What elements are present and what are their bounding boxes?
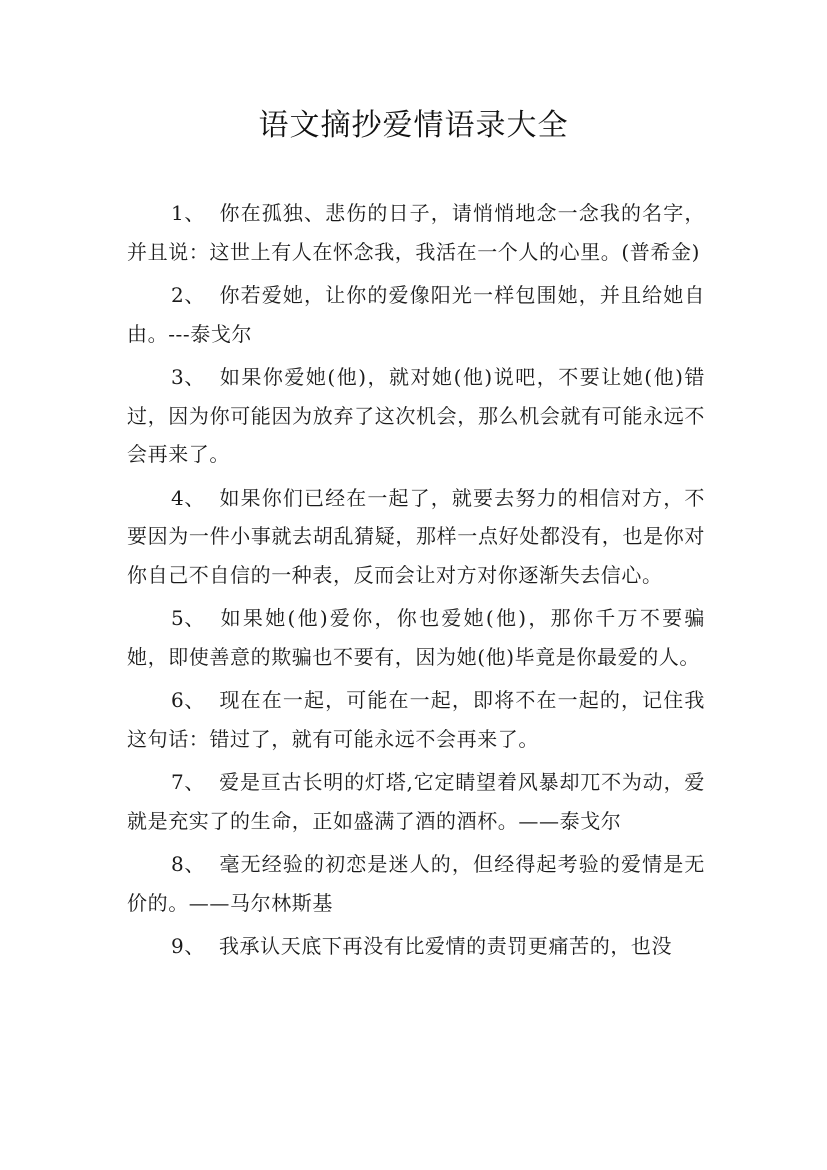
quote-number: 8、	[171, 852, 205, 876]
quote-text: 如果她(他)爱你，你也爱她(他)，那你千万不要骗她，即使善意的欺骗也不要有，因为她(他)毕竟是你最爱的人。	[127, 606, 705, 669]
quote-item	[127, 358, 705, 474]
quote-text: 爱是亘古长明的灯塔,它定睛望着风暴却兀不为动，爱就是充实了的生命，正如盛满了酒的酒杯。——泰戈尔	[127, 770, 705, 833]
quote-item	[127, 763, 705, 840]
page-title: 语文摘抄爱情语录大全	[258, 108, 569, 143]
quote-list	[127, 194, 705, 971]
quote-item	[127, 681, 705, 758]
quote-number: 6、	[171, 688, 205, 712]
quote-number: 1、	[171, 201, 205, 225]
quote-number: 3、	[171, 365, 205, 389]
quote-text: 如果你爱她(他)，就对她(他)说吧，不要让她(他)错过，因为你可能因为放弃了这次机会，那么机会就有可能永远不会再来了。	[127, 365, 705, 466]
quote-text: 我承认天底下再没有比爱情的责罚更痛苦的，也没	[218, 934, 673, 958]
quote-text: 你若爱她，让你的爱像阳光一样包围她，并且给她自由。---泰戈尔	[127, 283, 705, 346]
quote-item	[127, 276, 705, 353]
quote-number: 7、	[171, 770, 205, 794]
quote-item	[127, 479, 705, 595]
quote-item	[127, 927, 705, 966]
quote-text: 你在孤独、悲伤的日子，请悄悄地念一念我的名字，并且说：这世上有人在怀念我，我活在一个人的心里。(普希金)	[127, 201, 705, 264]
quote-number: 9、	[171, 934, 205, 958]
quote-text: 毫无经验的初恋是迷人的，但经得起考验的爱情是无价的。——马尔林斯基	[127, 852, 705, 915]
quote-text: 如果你们已经在一起了，就要去努力的相信对方，不要因为一件小事就去胡乱猜疑，那样一点好处都没有，也是你对你自己不自信的一种表，反而会让对方对你逐渐失去信心。	[127, 485, 705, 587]
quote-item	[127, 599, 705, 676]
quote-item	[127, 194, 705, 271]
quote-number: 5、	[171, 606, 205, 630]
quote-number: 4、	[171, 485, 205, 510]
quote-item	[127, 845, 705, 922]
quote-number: 2、	[171, 283, 205, 307]
quote-text: 现在在一起，可能在一起，即将不在一起的，记住我这句话：错过了，就有可能永远不会再来了。	[127, 688, 705, 751]
